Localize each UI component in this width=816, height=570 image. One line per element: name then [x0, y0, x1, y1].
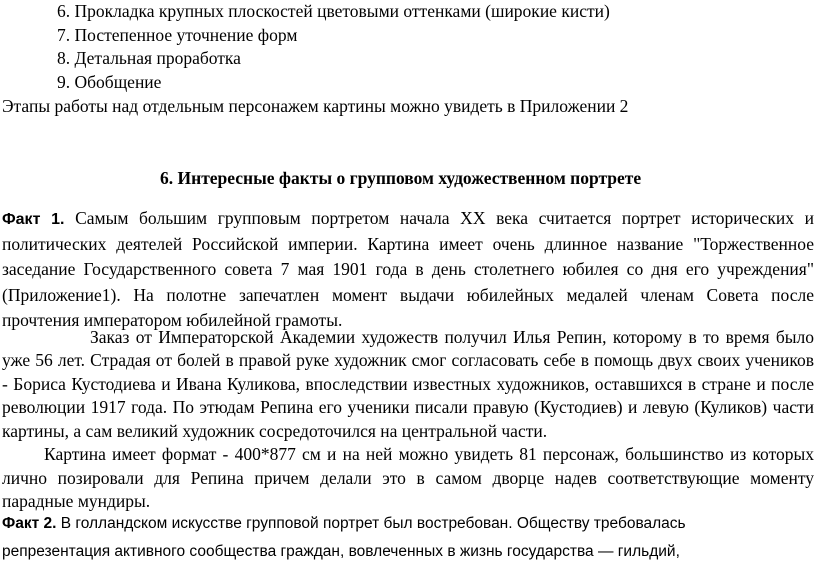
fact2-label: Факт 2.: [2, 515, 57, 532]
list-item: 7. Постепенное уточнение форм: [57, 25, 298, 45]
fact1-line: (Приложение1). На полотне запечатлен момент выдачи юбилейных медалей членам Совета после: [2, 285, 814, 305]
list-item: 9. Обобщение: [57, 72, 162, 92]
section-heading: 6. Интересные факты о групповом художественном портрете: [160, 168, 642, 188]
fact1-line: политических деятелей Российской империи. Картина имеет очень длинное название "Торжественное: [2, 234, 814, 254]
para2-line: Заказ от Императорской Академии художеств получил Илья Репин, которому в то время было: [90, 327, 814, 347]
list-item: 6. Прокладка крупных плоскостей цветовыми оттенками (широкие кисти): [57, 1, 610, 21]
fact1-text: Самым большим групповым портретом начала XX века считается портрет исторических и: [75, 208, 814, 228]
para2-line: уже 56 лет. Страдая от болей в правой руке художник смог согласовать себе в помощь двух своих учеников: [2, 350, 814, 370]
para2-line: картины, а сам великий художник сосредоточился на центральной части.: [2, 421, 548, 441]
para3-line: парадные мундиры.: [2, 491, 151, 511]
fact1-line: заседание Государственного совета 7 мая 1901 года в день столетнего юбилея со дня его учреждения": [2, 259, 814, 279]
para2-line: революции 1917 года. По этюдам Репина его ученики писали правую (Кустодиев) и левую (Куликов) части: [2, 397, 814, 417]
fact2-line: [2, 512, 686, 536]
para2-line: - Бориса Кустодиева и Ивана Куликова, впоследствии известных художников, оставшихся в стране и после: [2, 374, 814, 394]
list-item: 8. Детальная проработка: [57, 48, 241, 68]
para3-line: Картина имеет формат - 400*877 см и на ней можно увидеть 81 персонаж, большинство из которых: [44, 444, 814, 464]
para3-line: лично позировали для Репина причем делали это в самом дворце надев соответствующие моменту: [2, 468, 814, 488]
fact2-line: репрезентация активного сообщества граждан, вовлеченных в жизнь государства — гильдий,: [2, 543, 680, 560]
fact1-line: [2, 207, 814, 231]
fact1-label: Факт 1.: [2, 211, 65, 228]
fact1-line: прочтения императором юбилейной грамоты.: [2, 310, 343, 330]
stages-note: Этапы работы над отдельным персонажем картины можно увидеть в Приложении 2: [2, 96, 629, 116]
fact2-text: В голландском искусстве групповой портрет был востребован. Обществу требовалась: [60, 515, 686, 532]
